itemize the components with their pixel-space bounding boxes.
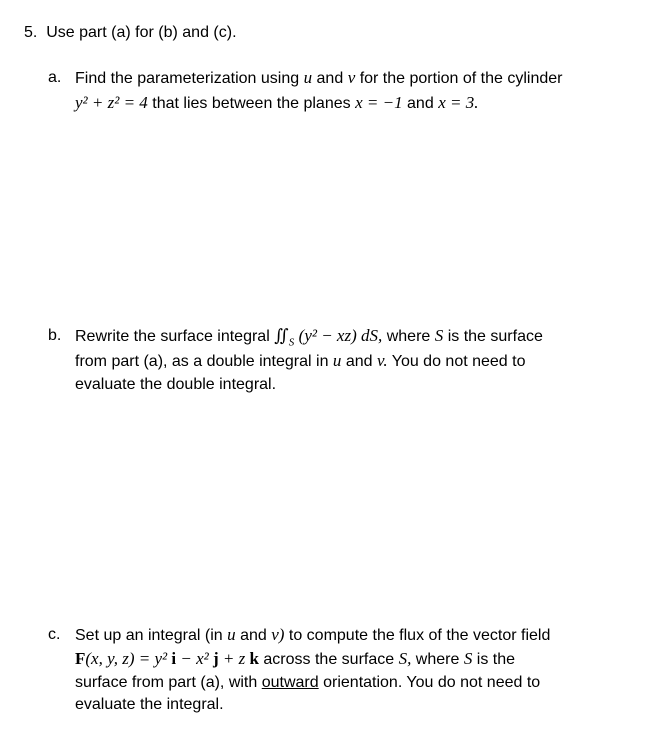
- part-c-line-2: [75, 648, 515, 671]
- word-and-2: and: [407, 95, 434, 112]
- part-c-line-4: evaluate the integral.: [75, 696, 224, 713]
- is-the: is the: [476, 651, 516, 668]
- part-a-line-2: [75, 92, 478, 115]
- integrand: (y² − xz) dS,: [298, 326, 383, 345]
- part-b-text: Rewrite the surface integral: [75, 328, 270, 345]
- cylinder-equation: y² + z² = 4: [75, 93, 148, 112]
- part-a-label: a.: [48, 69, 62, 86]
- var-S-c2: S: [463, 649, 473, 668]
- var-v-c: v): [271, 625, 285, 644]
- part-b-line-3: evaluate the double integral.: [75, 376, 277, 393]
- part-b-line-2-end: You do not need to: [391, 353, 526, 370]
- problem-intro: Use part (a) for (b) and (c).: [46, 24, 237, 41]
- unit-k: k: [249, 649, 259, 668]
- word-where-c: where: [415, 651, 460, 668]
- word-and-c: and: [240, 627, 267, 644]
- part-c-line-3: [75, 672, 540, 694]
- part-a-line-1: [75, 67, 562, 90]
- var-u-c: u: [227, 625, 236, 644]
- plus-term: + z: [218, 649, 250, 668]
- var-u-b: u: [332, 351, 342, 370]
- unit-i: i: [171, 649, 177, 668]
- problem-number: 5.: [24, 24, 38, 41]
- unit-j: j: [212, 649, 219, 668]
- minus-term: − x²: [176, 649, 213, 668]
- plane-1: x = −1: [355, 93, 403, 112]
- part-c-line-3-start: surface from part (a), with: [75, 674, 258, 691]
- across-surface: across the surface: [263, 651, 395, 668]
- word-and-b: and: [345, 353, 373, 370]
- double-integral-symbol: $∬_S$: [274, 326, 295, 349]
- part-b-label: b.: [48, 327, 62, 344]
- var-v: v: [347, 68, 356, 87]
- part-b-line-2-text: from part (a), as a double integral in: [75, 353, 329, 370]
- part-c-line-1: [75, 624, 550, 647]
- part-a-rest: for the portion of the cylinder: [359, 70, 563, 87]
- word-and: and: [316, 70, 344, 87]
- plane-2: x = 3.: [438, 93, 479, 112]
- outward-underlined: outward: [261, 674, 319, 691]
- part-c-text: Set up an integral (in: [75, 627, 223, 644]
- vector-field-F: F: [75, 649, 86, 668]
- part-c-line-1-end: to compute the flux of the vector field: [288, 627, 551, 644]
- var-S: S: [434, 326, 444, 345]
- part-c-line-3-end: orientation. You do not need to: [323, 674, 541, 691]
- problem-header: [24, 22, 237, 44]
- var-v-b: v.: [377, 351, 388, 370]
- part-a-between: that lies between the planes: [152, 95, 351, 112]
- var-u: u: [303, 68, 313, 87]
- is-surface: is the surface: [447, 328, 543, 345]
- part-b-line-2: [75, 350, 526, 373]
- part-a-text: Find the parameterization using: [75, 70, 300, 87]
- part-c-label: c.: [48, 626, 61, 643]
- word-where: where: [386, 328, 431, 345]
- var-S-c: S,: [398, 649, 412, 668]
- vector-field-args: (x, y, z) = y²: [85, 649, 172, 668]
